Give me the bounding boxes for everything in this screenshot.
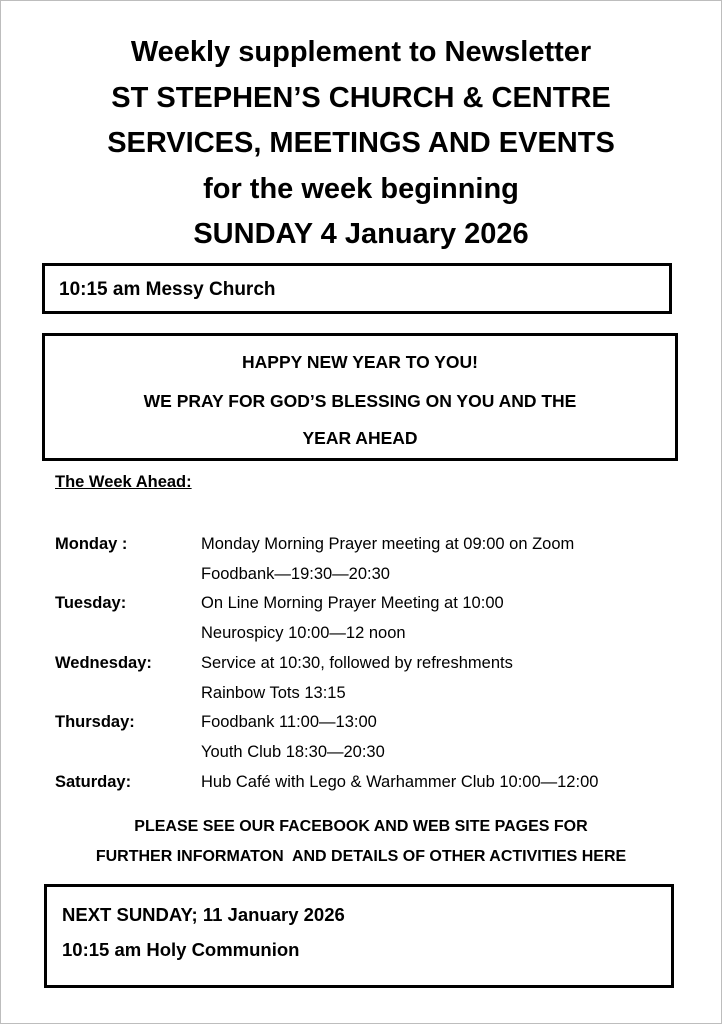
schedule-event: Rainbow Tots 13:15 (201, 684, 346, 702)
title-line: ST STEPHEN’S CHURCH & CENTRE (111, 81, 611, 114)
schedule-event: Foodbank 11:00—13:00 (201, 713, 377, 731)
sunday-service-box (42, 263, 672, 314)
schedule-day: Tuesday: (55, 594, 127, 612)
schedule-event: Service at 10:30, followed by refreshments (201, 654, 513, 672)
info-notice (0, 812, 722, 872)
title-line: SUNDAY 4 January 2026 (193, 218, 529, 250)
schedule-event: Foodbank—19:30—20:30 (201, 565, 390, 583)
next-sunday-box (44, 884, 674, 988)
schedule-day: Saturday: (55, 773, 132, 791)
week-ahead-heading: The Week Ahead: (55, 473, 192, 491)
next-sunday-date: NEXT SUNDAY; 11 January 2026 (62, 904, 345, 925)
greeting-line: YEAR AHEAD (302, 428, 418, 448)
schedule-day: Wednesday: (55, 654, 152, 672)
greeting-box (42, 333, 678, 461)
schedule-day: Thursday: (55, 713, 135, 731)
notice-line: PLEASE SEE OUR FACEBOOK AND WEB SITE PAGES FOR (134, 818, 588, 835)
greeting-line: WE PRAY FOR GOD’S BLESSING ON YOU AND THE (143, 391, 577, 411)
next-sunday-service: 10:15 am Holy Communion (62, 939, 300, 960)
schedule-event: On Line Morning Prayer Meeting at 10:00 (201, 594, 504, 612)
notice-line: FURTHER INFORMATON AND DETAILS OF OTHER ACTIVITIES HERE (95, 848, 627, 865)
schedule-event: Neurospicy 10:00—12 noon (201, 624, 406, 642)
schedule-day: Monday : (55, 535, 128, 553)
greeting-line: HAPPY NEW YEAR TO YOU! (242, 352, 478, 372)
sunday-service-text: 10:15 am Messy Church (59, 279, 276, 300)
title-line: Weekly supplement to Newsletter (130, 36, 592, 68)
title-line: SERVICES, MEETINGS AND EVENTS (107, 127, 615, 159)
title-line: for the week beginning (203, 172, 519, 205)
newsletter-title (0, 30, 722, 258)
schedule-event: Youth Club 18:30—20:30 (201, 743, 385, 761)
schedule-event: Hub Café with Lego & Warhammer Club 10:00—12:00 (201, 773, 599, 791)
schedule-event: Monday Morning Prayer meeting at 09:00 on Zoom (201, 535, 575, 553)
